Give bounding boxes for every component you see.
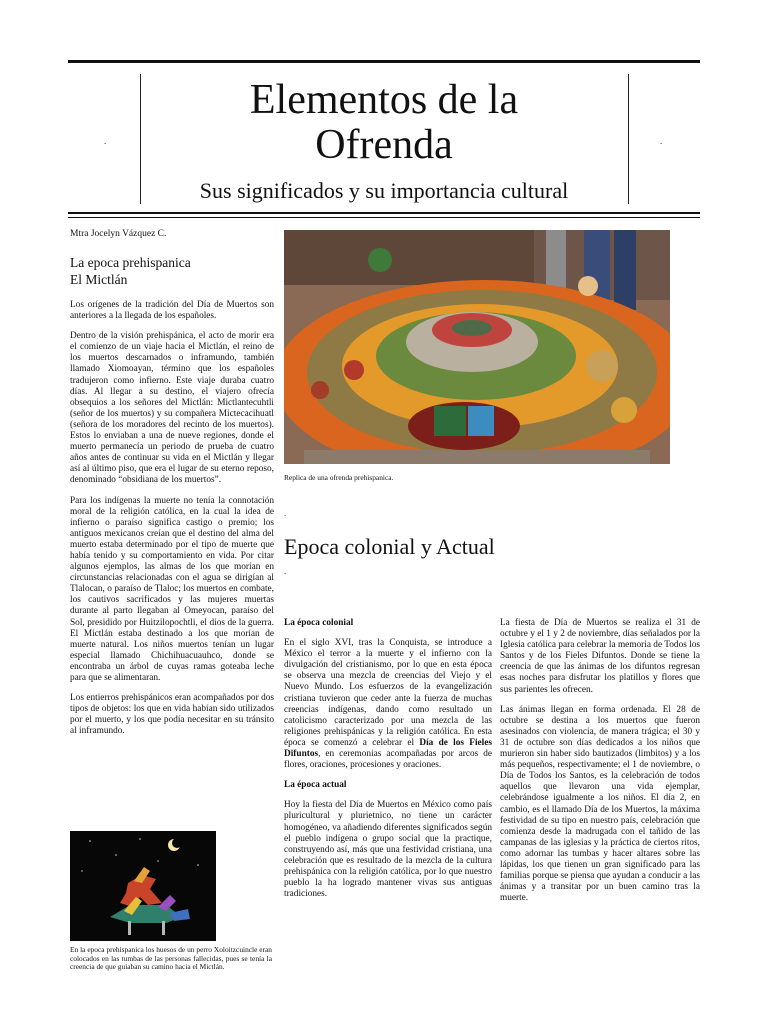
subheading-colonial: La época colonial bbox=[284, 618, 354, 628]
page-subtitle: Sus significados y su importancia cultural bbox=[199, 178, 569, 203]
paragraph: Los orígenes de la tradición del Día de Muertos son anteriores a la llegada de los españoles. bbox=[70, 300, 274, 322]
subheading-actual: La época actual bbox=[284, 780, 347, 791]
ofrenda-photo bbox=[284, 230, 670, 464]
bold-term: Día de los Fieles Difuntos bbox=[284, 737, 492, 760]
paragraph: Los entierros prehispánicos eran acompañados por dos tipos de objetos: los que en vida habían sido utilizados por el muerto, y los que podía necesitar en su tránsito al inframundo. bbox=[70, 693, 274, 737]
photo-caption: Replica de una ofrenda prehispanica. bbox=[284, 473, 394, 482]
left-dot: . bbox=[104, 136, 107, 146]
paragraph: Las ánimas llegan en forma ordenada. El 28 de octubre se destina a los muertos que fueron asesinados con violencia, de manera trágica; el 30 y 31 de octubre son días dedicados a los niños que murieron sin haber sido bautizados (limbitos) y a los más pequeños, respectivamente; el 1 de noviembre, o Día de Todos los Santos, es la celebración de todos aquellos que llevaron una vida ejemplar, celebrándose igualmente a los niños. El día 2, en cambio, es el llamado Día de los Muertos, la máxima festividad de su tipo en nuestro país, celebración que comienza desde la madrugada con el tañido de las campanas de las iglesias y la práctica de ciertos ritos, como adornar las tumbas y hacer altares sobre las lápidas, los que tienen un gran significado para las familias porque se piensa que ayudan a conducir a las ánimas y a transitar por un buen camino tras la muerte. bbox=[500, 704, 700, 904]
paragraph: Dentro de la visión prehispánica, el acto de morir era el comienzo de un viaje hacia el Mictlán, el reino de los muertos descarnados o inframundo, también llamado Xiomoayan, término que los españoles tradujeron como infierno. Este viaje duraba cuatro días. Al llegar a su destino, el viajero ofrecía obsequios a los señores del Mictlán: Mictlantecuhtli (señor de los muertos) y su compañera Mictecacihuatl (señora de los moradores del recinto de los muertos). Estos lo enviaban a una de nueve regiones, donde el muerto permanecía un periodo de prueba de cuatro años antes de continuar su vida en el Mictlán y llegar así al último piso, que era el lugar de su eterno reposo, denominado “obsidiana de los muertos”. bbox=[70, 331, 274, 486]
top-rule bbox=[68, 60, 700, 63]
left-divider bbox=[140, 74, 141, 204]
section-heading-mictlan: El Mictlán bbox=[70, 272, 128, 287]
text-run: , en ceremonias acompañadas por arcos de flores, oraciones, procesiones y oraciones. bbox=[284, 749, 492, 771]
paragraph: La fiesta de Día de Muertos se realiza el 31 de octubre y el 1 y 2 de noviembre, días señalados por la Iglesia católica para celebrar la memoria de Todos los Santos y de los Fieles Difuntos. Donde se tiene la creencia de que las ánimas de los difuntos regresan esas noches para disfrutar los platillos y flores que sus parientes les ofrecen. bbox=[500, 618, 701, 695]
ofrenda-image-icon bbox=[284, 230, 670, 464]
spacer-dot: . bbox=[284, 566, 287, 576]
middle-column bbox=[284, 618, 492, 909]
left-column bbox=[70, 254, 274, 746]
paragraph: Para los indígenas la muerte no tenía la connotación moral de la religión católica, en la cual la idea de infierno o paraíso significa castigo o premio; los antiguos mexicanos creían que el destino del alma del muerto estaba determinado por el tipo de muerte que había tenido y su comportamiento en vida. Por citar algunos ejemplos, las almas de los que morían en circunstancias relacionadas con el agua se dirigían al Tlalocan, o paraíso de Tlaloc; los muertos en combate, los cautivos sacrificados y las mujeres muertas durante al parto llegaban al Omeyocan, paraíso del Sol, presidido por Huitzilopochtli, el dios de la guerra. El Mictlán estaba destinado a los que morían de muerte natural. Los niños muertos tenían un lugar especial llamado Chichihuacuauhco, donde se encontraba un árbol de cuyas ramas goteaba leche para que se alimentaran. bbox=[70, 495, 274, 683]
left-body bbox=[70, 300, 274, 737]
xoloitzcuintle-illustration bbox=[70, 831, 216, 941]
night-scene-icon bbox=[70, 831, 216, 941]
author-name: Mtra Jocelyn Vázquez C. bbox=[70, 229, 167, 239]
spacer-dot: . bbox=[284, 508, 287, 518]
title-line-2: Ofrenda bbox=[315, 122, 453, 168]
bottom-rule-thin bbox=[68, 217, 700, 218]
paragraph bbox=[284, 638, 492, 771]
right-divider bbox=[628, 74, 629, 204]
right-column bbox=[500, 618, 700, 913]
colonial-section-heading: Epoca colonial y Actual bbox=[284, 534, 495, 559]
section-heading-prehispanic: La epoca prehispanica bbox=[70, 255, 191, 270]
right-dot: . bbox=[660, 136, 663, 146]
paragraph: Hoy la fiesta del Día de Muertos en México como país pluricultural y plurietnico, no tiene un carácter homogéneo, va añadiendo diferentes significados según el pueblo indígena o grupo social que la practique, construyendo así, más que una festividad cristiana, una celebración que es resultado de la mezcla de la cultura prehispánica con la religión católica, por lo que nuestro pueblo la ha logrado mantener vivas sus antiguas tradiciones. bbox=[284, 800, 492, 900]
bottom-rule-thick bbox=[68, 212, 700, 214]
illustration-caption: En la epoca prehispanica los huesos de un perro Xoloitzcuincle eran colocados en las tumbas de las personas fallecidas, pues se tenía la creencia de que guiaban su camino hacia el Mictlán. bbox=[70, 945, 272, 972]
title-line-1: Elementos de la bbox=[249, 77, 519, 123]
page-title bbox=[150, 78, 618, 168]
text-run: En el siglo XVI, tras la Conquista, se introduce a México el terror a la muerte y el infierno con la divulgación del cristianismo, por lo que en esta época se observa una mezcla de creencias del Viejo y el Nuevo Mundo. Los esfuerzos de la evangelización cristiana tuvieron que ceder ante la fuerza de muchas creencias indígenas, dando como resultado un catolicismo caracterizado por una mezcla de las religiones prehispánicas y la religión católica. En esta época se comenzó a celebrar el bbox=[284, 638, 492, 748]
